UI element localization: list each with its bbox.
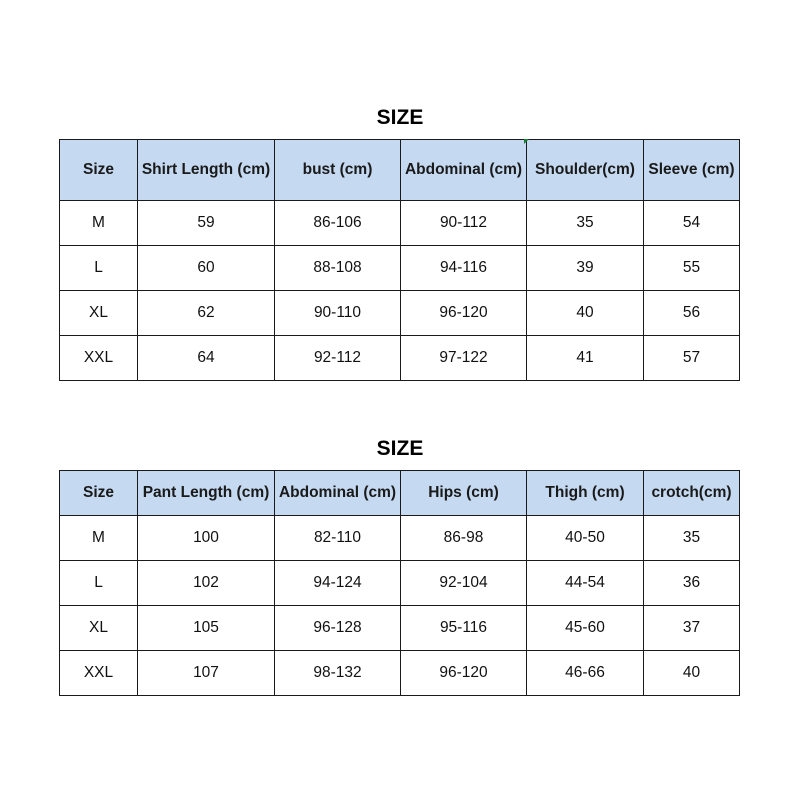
table-cell: 90-112 <box>401 201 527 246</box>
table-cell: L <box>60 561 138 606</box>
table-header-row <box>60 471 740 516</box>
header-cell: Thigh (cm) <box>527 471 644 516</box>
shirt-size-table <box>59 139 740 381</box>
header-cell: Sleeve (cm) <box>644 140 740 201</box>
table-cell: 82-110 <box>275 516 401 561</box>
table-row <box>60 201 740 246</box>
table-row <box>60 336 740 381</box>
table-cell: 62 <box>138 291 275 336</box>
table-cell: 39 <box>527 246 644 291</box>
table-cell: 98-132 <box>275 651 401 696</box>
table-cell: 90-110 <box>275 291 401 336</box>
table-cell: L <box>60 246 138 291</box>
table-cell: 59 <box>138 201 275 246</box>
table-cell: 45-60 <box>527 606 644 651</box>
table-cell: 107 <box>138 651 275 696</box>
table-cell: 96-120 <box>401 291 527 336</box>
table-cell: XXL <box>60 336 138 381</box>
pant-size-table <box>59 470 740 696</box>
table-row <box>60 246 740 291</box>
table-cell: 88-108 <box>275 246 401 291</box>
table-cell: 64 <box>138 336 275 381</box>
table-cell: M <box>60 201 138 246</box>
table-cell: 36 <box>644 561 740 606</box>
table-row <box>60 561 740 606</box>
header-cell: Size <box>60 471 138 516</box>
table-cell: 100 <box>138 516 275 561</box>
table-cell: XXL <box>60 651 138 696</box>
header-cell: Pant Length (cm) <box>138 471 275 516</box>
table-cell: 46-66 <box>527 651 644 696</box>
header-cell: Abdominal (cm) <box>275 471 401 516</box>
table-cell: 35 <box>527 201 644 246</box>
table-cell: XL <box>60 291 138 336</box>
table-cell: 96-120 <box>401 651 527 696</box>
header-cell: Shoulder(cm) <box>527 140 644 201</box>
table-cell: 92-104 <box>401 561 527 606</box>
table-cell: M <box>60 516 138 561</box>
table-cell: 102 <box>138 561 275 606</box>
table-row <box>60 606 740 651</box>
table-cell: 41 <box>527 336 644 381</box>
table-header-row <box>60 140 740 201</box>
table-cell: 94-124 <box>275 561 401 606</box>
table-cell: 94-116 <box>401 246 527 291</box>
table-cell: XL <box>60 606 138 651</box>
table-cell: 44-54 <box>527 561 644 606</box>
table-cell: 40 <box>527 291 644 336</box>
table-row <box>60 291 740 336</box>
table-cell: 105 <box>138 606 275 651</box>
table-cell: 40 <box>644 651 740 696</box>
table-cell: 54 <box>644 201 740 246</box>
pant-size-title: SIZE <box>376 437 424 460</box>
header-cell: Abdominal (cm) <box>401 140 527 201</box>
table-cell: 35 <box>644 516 740 561</box>
header-cell: Hips (cm) <box>401 471 527 516</box>
header-cell: crotch(cm) <box>644 471 740 516</box>
table-cell: 56 <box>644 291 740 336</box>
table-cell: 95-116 <box>401 606 527 651</box>
cell-comment-marker <box>524 139 529 144</box>
table-cell: 96-128 <box>275 606 401 651</box>
header-cell: Size <box>60 140 138 201</box>
table-cell: 57 <box>644 336 740 381</box>
table-cell: 55 <box>644 246 740 291</box>
table-cell: 40-50 <box>527 516 644 561</box>
shirt-size-title: SIZE <box>376 106 424 129</box>
table-cell: 92-112 <box>275 336 401 381</box>
table-cell: 97-122 <box>401 336 527 381</box>
header-cell: Shirt Length (cm) <box>138 140 275 201</box>
table-row <box>60 651 740 696</box>
table-cell: 37 <box>644 606 740 651</box>
table-cell: 86-106 <box>275 201 401 246</box>
table-row <box>60 516 740 561</box>
header-cell: bust (cm) <box>275 140 401 201</box>
table-cell: 60 <box>138 246 275 291</box>
table-cell: 86-98 <box>401 516 527 561</box>
